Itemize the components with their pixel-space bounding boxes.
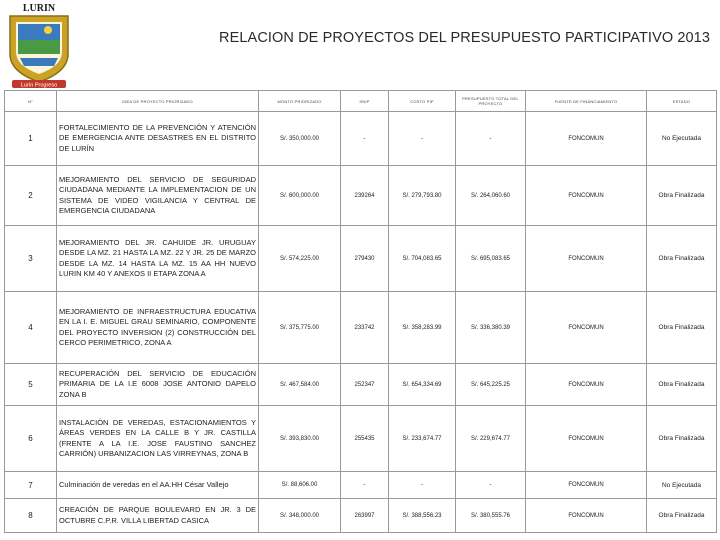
row-number-cell: 3 (5, 226, 57, 292)
municipal-logo (0, 0, 78, 92)
column-header: SNIP (341, 91, 389, 112)
funding-source-cell: FONCOMUN (526, 226, 647, 292)
column-header: COSTO PIP (389, 91, 456, 112)
status-cell: Obra Finalizada (647, 226, 717, 292)
row-number-cell: 6 (5, 406, 57, 472)
status-cell: Obra Finalizada (647, 499, 717, 533)
table-row (5, 226, 717, 292)
logo-text: LURIN (22, 3, 56, 14)
table-row (5, 364, 717, 406)
total-budget-cell: - (456, 112, 526, 166)
row-number-cell: 2 (5, 166, 57, 226)
funding-source-cell: FONCOMUN (526, 292, 647, 364)
project-description-cell: MEJORAMIENTO DEL JR. CAHUIDE JR. URUGUAY DESDE LA MZ. 21 HASTA LA MZ. 22 Y JR. 25 DE MARZO DESDE LA MZ. 14 HASTA LA MZ. 15 AA HH NUEVO LURIN KM 40 Y ANEXOS II ETAPA ZONA A (57, 226, 259, 292)
pip-cost-cell: S/. 233,674.77 (389, 406, 456, 472)
column-header: ESTADO (647, 91, 717, 112)
table-row (5, 292, 717, 364)
pip-cost-cell: S/. 358,283.99 (389, 292, 456, 364)
project-description-cell: MEJORAMIENTO DEL SERVICIO DE SEGURIDAD CIUDADANA MEDIANTE LA IMPLEMENTACION DE UN SISTEMA DE VIDEO VIGILANCIA Y CENTRAL DE EMERGENCIA CIUDADANA (57, 166, 259, 226)
logo-banner: Lurín Progreso (20, 82, 58, 89)
pip-cost-cell: S/. 279,793.80 (389, 166, 456, 226)
pip-cost-cell: - (389, 472, 456, 499)
total-budget-cell: - (456, 472, 526, 499)
row-number-cell: 4 (5, 292, 57, 364)
snip-code-cell: 239264 (341, 166, 389, 226)
table-row (5, 166, 717, 226)
pip-cost-cell: S/. 654,334.69 (389, 364, 456, 406)
pip-cost-cell: S/. 388,556.23 (389, 499, 456, 533)
funding-source-cell: FONCOMUN (526, 112, 647, 166)
status-cell: Obra Finalizada (647, 364, 717, 406)
table-row (5, 472, 717, 499)
status-cell: Obra Finalizada (647, 406, 717, 472)
project-description-cell: INSTALACIÓN DE VEREDAS, ESTACIONAMIENTOS Y ÁREAS VERDES EN LA CALLE B Y JR. CASTILLA (FRENTE A LA I.E. JOSE FAUSTINO SANCHEZ CARRIÓN) URBANIZACION LAS VIRREYNAS, ZONA B (57, 406, 259, 472)
total-budget-cell: S/. 645,225.25 (456, 364, 526, 406)
column-header: PRESUPUESTO TOTAL DEL PROYECTO (456, 91, 526, 112)
funding-source-cell: FONCOMUN (526, 499, 647, 533)
page-title: RELACION DE PROYECTOS DEL PRESUPUESTO PARTICIPATIVO 2013 (219, 30, 710, 46)
snip-code-cell: 279430 (341, 226, 389, 292)
funding-source-cell: FONCOMUN (526, 364, 647, 406)
priority-amount-cell: S/. 348,000.00 (259, 499, 341, 533)
project-description-cell: MEJORAMIENTO DE INFRAESTRUCTURA EDUCATIVA EN LA I. E. MIGUEL GRAU SEMINARIO, COMPONENTE DEL PROYECTO INVERSION (2) CONSTRUCCIÓN DEL CERCO PERIMETRICO, ZONA A (57, 292, 259, 364)
row-number-cell: 8 (5, 499, 57, 533)
pip-cost-cell: - (389, 112, 456, 166)
table-header-row (5, 91, 717, 112)
snip-code-cell: 255435 (341, 406, 389, 472)
row-number-cell: 5 (5, 364, 57, 406)
total-budget-cell: S/. 380,555.76 (456, 499, 526, 533)
project-description-cell: Culminación de veredas en el AA.HH César Vallejo (57, 472, 259, 499)
projects-table (4, 90, 717, 533)
priority-amount-cell: S/. 375,775.00 (259, 292, 341, 364)
row-number-cell: 1 (5, 112, 57, 166)
table-row (5, 406, 717, 472)
table-row (5, 499, 717, 533)
row-number-cell: 7 (5, 472, 57, 499)
column-header: FUENTE DE FINANCIAMIENTO (526, 91, 647, 112)
project-description-cell: CREACIÓN DE PARQUE BOULEVARD EN JR. 3 DE OCTUBRE C.P.R. VILLA LIBERTAD CASICA (57, 499, 259, 533)
status-cell: No Ejecutada (647, 112, 717, 166)
snip-code-cell: - (341, 112, 389, 166)
project-description-cell: FORTALECIMIENTO DE LA PREVENCIÓN Y ATENCIÓN DE EMERGENCIA ANTE DESASTRES EN EL DISTRITO DE LURÍN (57, 112, 259, 166)
column-header: IDEA DE PROYECTO PRIORIZADO (57, 91, 259, 112)
funding-source-cell: FONCOMUN (526, 472, 647, 499)
status-cell: Obra Finalizada (647, 166, 717, 226)
snip-code-cell: 263997 (341, 499, 389, 533)
priority-amount-cell: S/. 88,606.00 (259, 472, 341, 499)
column-header: MONTO PRIORIZADO (259, 91, 341, 112)
funding-source-cell: FONCOMUN (526, 166, 647, 226)
priority-amount-cell: S/. 393,830.00 (259, 406, 341, 472)
project-description-cell: RECUPERACIÓN DEL SERVICIO DE EDUCACIÓN PRIMARIA DE LA I.E 6008 JOSE ANTONIO DAPELO ZONA B (57, 364, 259, 406)
snip-code-cell: 252347 (341, 364, 389, 406)
total-budget-cell: S/. 336,380.39 (456, 292, 526, 364)
total-budget-cell: S/. 229,674.77 (456, 406, 526, 472)
priority-amount-cell: S/. 600,000.00 (259, 166, 341, 226)
snip-code-cell: - (341, 472, 389, 499)
status-cell: No Ejecutada (647, 472, 717, 499)
priority-amount-cell: S/. 350,000.00 (259, 112, 341, 166)
priority-amount-cell: S/. 467,584.00 (259, 364, 341, 406)
status-cell: Obra Finalizada (647, 292, 717, 364)
total-budget-cell: S/. 264,060.60 (456, 166, 526, 226)
total-budget-cell: S/. 695,083.65 (456, 226, 526, 292)
priority-amount-cell: S/. 574,225.00 (259, 226, 341, 292)
snip-code-cell: 233742 (341, 292, 389, 364)
funding-source-cell: FONCOMUN (526, 406, 647, 472)
table-row (5, 112, 717, 166)
column-header: N° (5, 91, 57, 112)
pip-cost-cell: S/. 704,083.65 (389, 226, 456, 292)
